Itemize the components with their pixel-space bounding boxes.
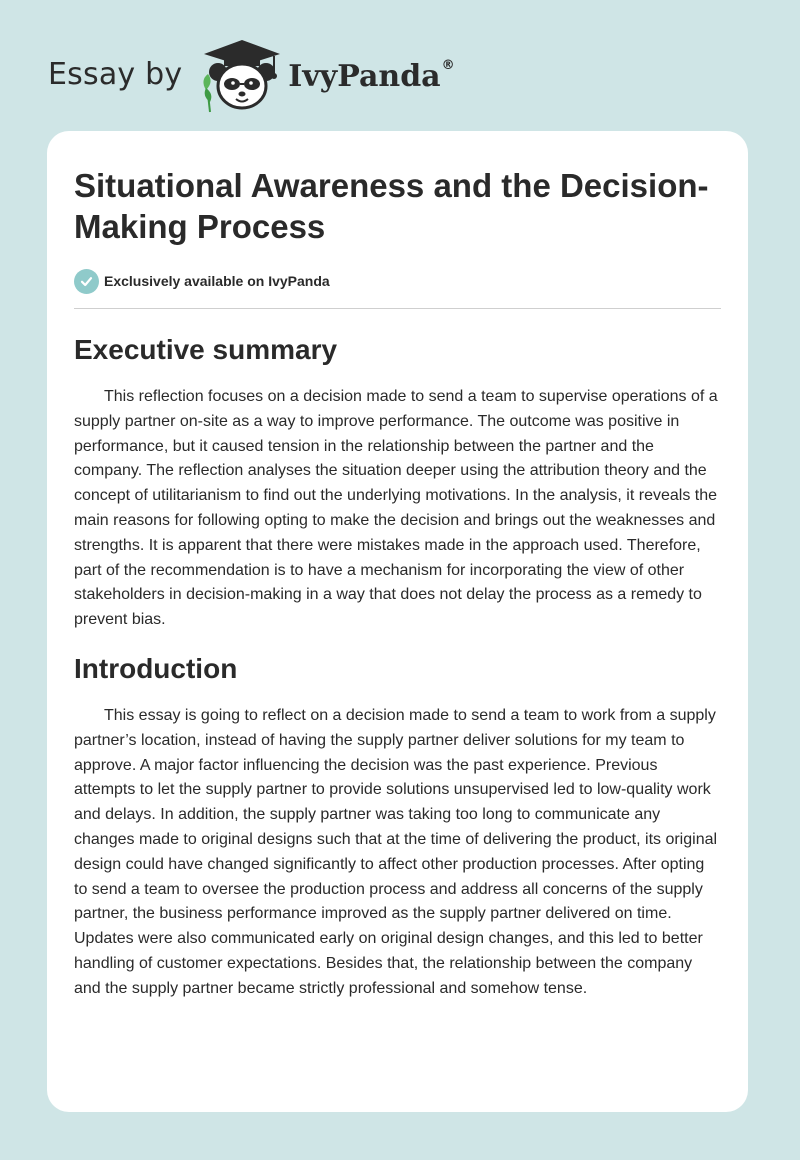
essay-by-label: Essay by: [48, 56, 183, 92]
exclusive-badge-label: Exclusively available on IvyPanda: [104, 273, 330, 289]
brand-logo-text[interactable]: [288, 59, 454, 94]
essay-card: [47, 131, 748, 1112]
page-title: Situational Awareness and the Decision-Making Process: [74, 167, 709, 245]
panda-graduate-icon[interactable]: [196, 34, 282, 114]
section-heading-executive-summary: Executive summary: [74, 334, 338, 365]
section-body-executive-summary: This reflection focuses on a decision made to send a team to supervise operations of a supply partner on-site as a way to improve performance. The outcome was positive in performance, but it caused tension in the relationship between the partner and the company. The reflection analyses the situation deeper using the attribution theory and the concept of utilitarianism to find out the underlying motivations. In the analysis, it reveals the main reasons for following opting to make the decision and brings out the weaknesses and strengths. It is apparent that there were mistakes made in the approach used. Therefore, part of the recommendation is to have a mechanism for incorporating the view of other stakeholders in decision-making in a way that does not delay the process as a remedy to prevent bias.: [74, 388, 718, 629]
registered-mark: ®: [441, 57, 455, 73]
site-header: [48, 34, 455, 114]
brand-name: IvyPanda: [288, 58, 441, 94]
section-heading-introduction: Introduction: [74, 652, 238, 684]
exclusive-badge: [74, 267, 721, 295]
divider: [74, 308, 721, 309]
section-body-introduction: This essay is going to reflect on a decision made to send a team to work from a supply partner’s location, instead of having the supply partner deliver solutions for my team to approve. A major factor influencing the decision was the past experience. Previous attempts to let the supply partner to provide solutions unsupervised led to low-quality work and delays. In addition, the supply partner was taking too long to communicate any changes made to original designs such that at the time of delivering the product, its original design could have changed significantly to affect other production processes. After opting to send a team to oversee the production process and address all concerns of the supply partner, the business performance improved as the supply partner delivered on time. Updates were also communicated early on original design changes, and this led to better handling of customer expectations. Besides that, the relationship between the company and the supply partner became strictly professional and somehow tense.: [74, 706, 718, 997]
check-circle-icon: [74, 269, 99, 294]
